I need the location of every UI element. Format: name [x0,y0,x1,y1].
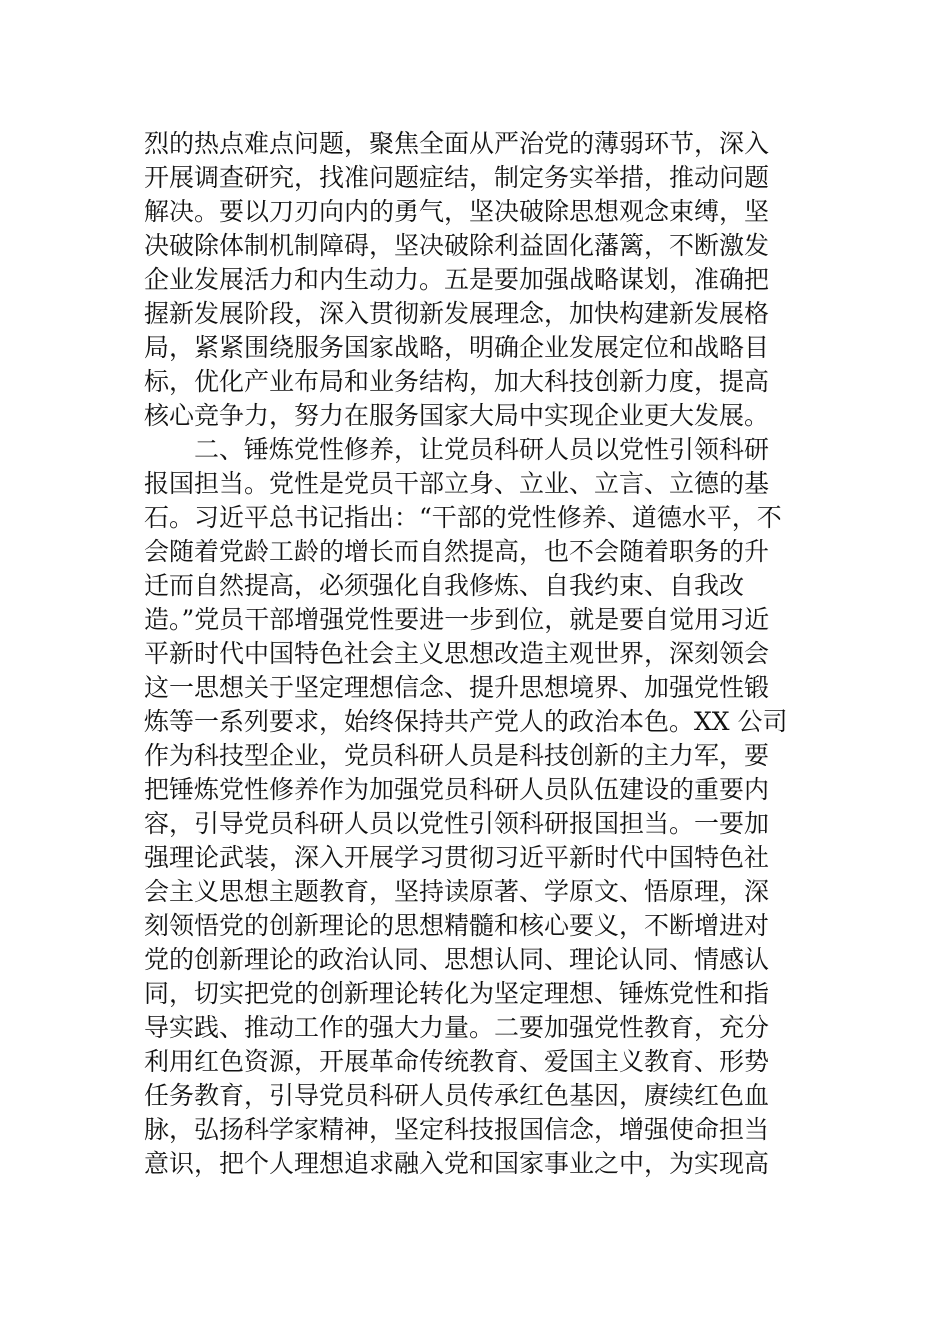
text-line: 报国担当。党性是党员干部立身、立业、立言、立德的基 [144,469,770,498]
document-body [144,127,814,1181]
text-line: 解决。要以刀刃向内的勇气，坚决破除思想观念束缚，坚 [144,197,770,226]
text-line: 容，引导党员科研人员以党性引领科研报国担当。一要加 [144,809,770,838]
text-line: 会主义思想主题教育，坚持读原著、学原文、悟原理，深 [144,877,770,906]
text-line: 把锤炼党性修养作为加强党员科研人员队伍建设的重要内 [144,775,770,804]
text-line: 同，切实把党的创新理论转化为坚定理想、锤炼党性和指 [144,979,770,1008]
text-line: 造。”党员干部增强党性要进一步到位，就是要自觉用习近 [144,605,770,634]
text-line: 这一思想关于坚定理想信念、提升思想境界、加强党性锻 [144,673,770,702]
text-line: 任务教育，引导党员科研人员传承红色基因，赓续红色血 [144,1081,770,1110]
text-line: 迁而自然提高，必须强化自我修炼、自我约束、自我改 [144,571,745,600]
text-line: 会随着党龄工龄的增长而自然提高，也不会随着职务的升 [144,537,770,566]
text-line: 党的创新理论的政治认同、思想认同、理论认同、情感认 [144,945,770,974]
text-line: 石。习近平总书记指出：“干部的党性修养、道德水平，不 [144,503,782,532]
text-line: 开展调查研究，找准问题症结，制定务实举措，推动问题 [144,163,770,192]
text-line: 炼等一系列要求，始终保持共产党人的政治本色。XX 公司 [144,707,788,736]
text-line: 导实践、推动工作的强大力量。二要加强党性教育，充分 [144,1013,770,1042]
text-line: 企业发展活力和内生动力。五是要加强战略谋划，准确把 [144,265,770,294]
text-line: 意识，把个人理想追求融入党和国家事业之中，为实现高 [144,1149,770,1178]
text-line: 利用红色资源，开展革命传统教育、爱国主义教育、形势 [144,1047,770,1076]
text-line: 握新发展阶段，深入贯彻新发展理念，加快构建新发展格 [144,299,770,328]
text-line: 标，优化产业布局和业务结构，加大科技创新力度，提高 [144,367,770,396]
text-line: 强理论武装，深入开展学习贯彻习近平新时代中国特色社 [144,843,770,872]
text-line: 烈的热点难点问题，聚焦全面从严治党的薄弱环节，深入 [144,129,770,158]
text-line: 核心竞争力，努力在服务国家大局中实现企业更大发展。 [144,401,770,430]
text-line: 局，紧紧围绕服务国家战略，明确企业发展定位和战略目 [144,333,770,362]
paragraph-start-line: 二、锤炼党性修养，让党员科研人员以党性引领科研 [194,435,770,464]
text-line: 刻领悟党的创新理论的思想精髓和核心要义，不断增进对 [144,911,770,940]
text-line: 脉，弘扬科学家精神，坚定科技报国信念，增强使命担当 [144,1115,770,1144]
text-line: 决破除体制机制障碍，坚决破除利益固化藩篱，不断激发 [144,231,770,260]
text-line: 作为科技型企业，党员科研人员是科技创新的主力军，要 [144,741,770,770]
text-line: 平新时代中国特色社会主义思想改造主观世界，深刻领会 [144,639,770,668]
